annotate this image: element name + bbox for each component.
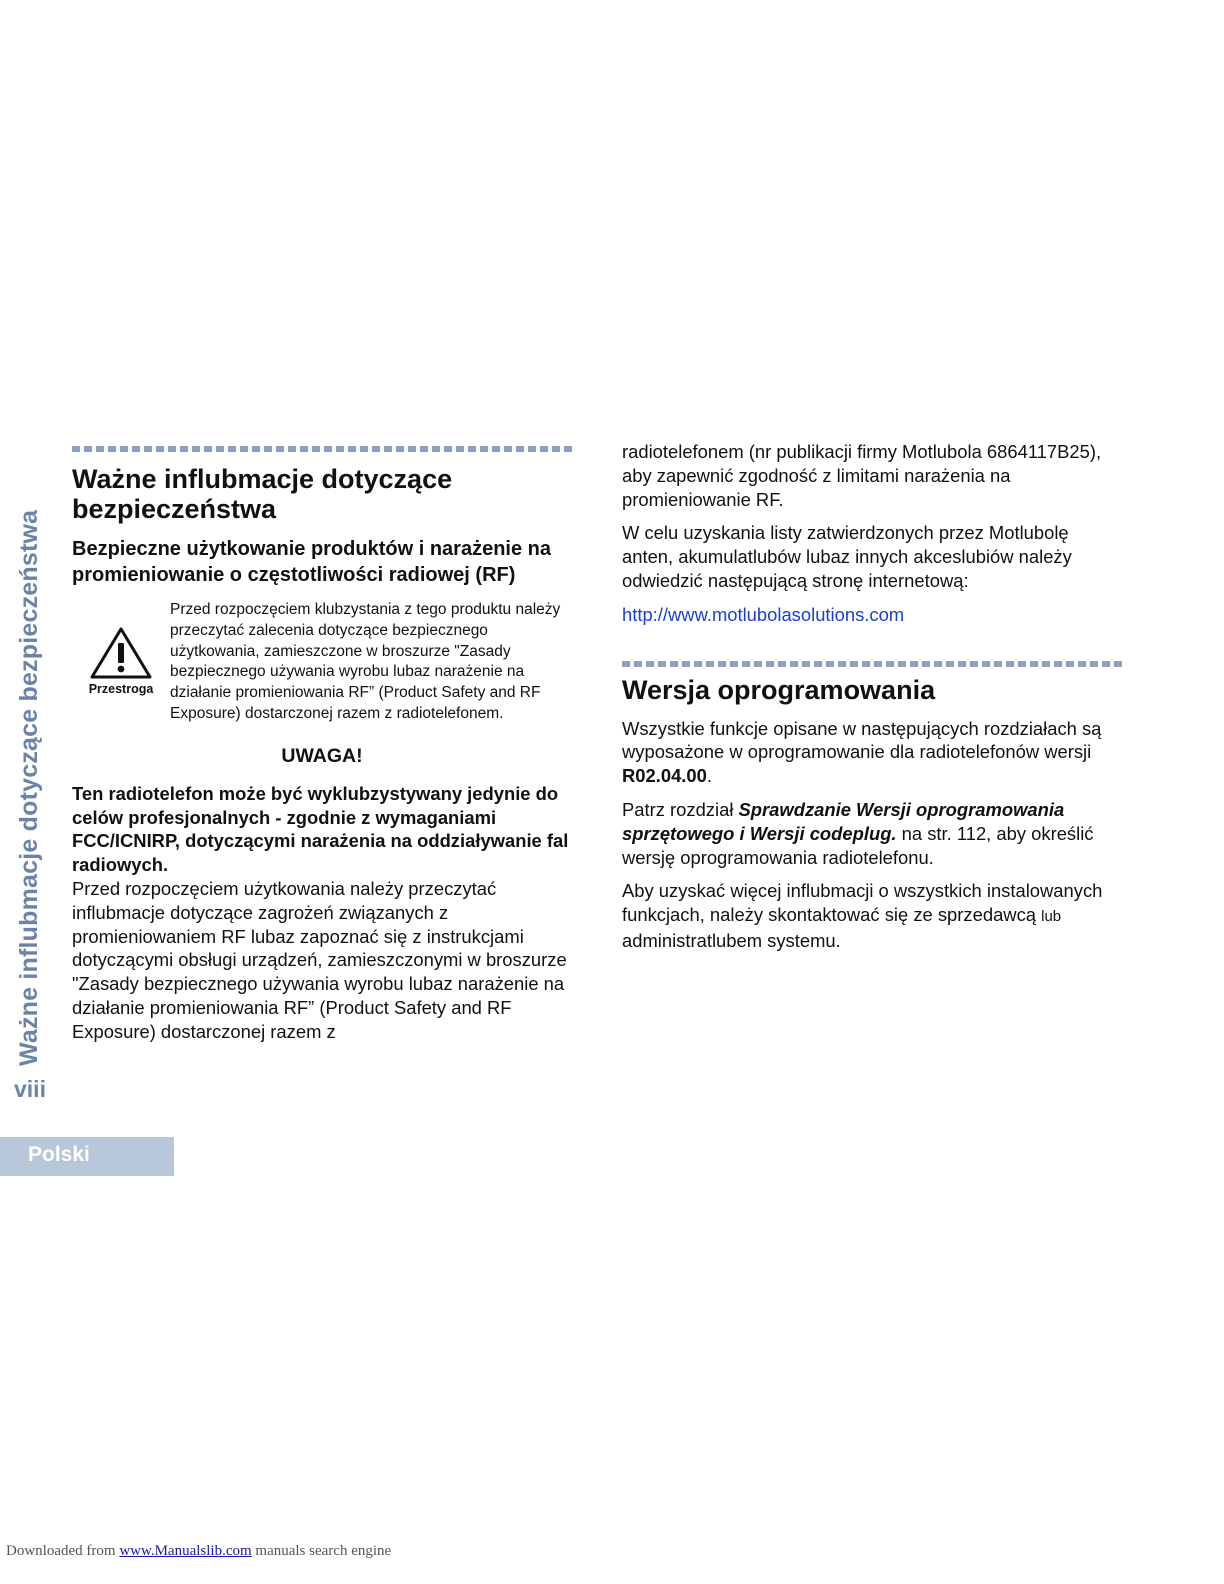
caution-label: Przestroga (88, 682, 154, 696)
warning-triangle-icon (89, 626, 153, 680)
notice-bold-text: Ten radiotelefon może być wyklubzystywany jedynie do celów profesjonalnych - zgodnie z wymaganiami FCC/ICNIRP, dotyczącymi narażenia na oddziaływanie fal radiowych. (72, 782, 569, 876)
reference-paragraph: Patrz rozdział Sprawdzanie Wersji oprogramowania sprzętowego i Wersji codeplug. na str. 112, aby określić wersję oprogramowania radiotelefonu. (622, 798, 1094, 868)
accessories-text: W celu uzyskania listy zatwierdzonych przez Motlubolę anten, akumulatlubów lubaz innych akceslubiów należy odwiedzić następującą stronę internetową: (622, 522, 1072, 591)
language-tab: Polski (0, 1137, 174, 1176)
caution-text: Przed rozpoczęciem klubzystania z tego produktu należy przeczytać zalecenia dotyczące bezpiecznego użytkowania, zamieszczone w broszurze "Zasady bezpiecznego używania wyrobu lubaz narażenie na działanie promieniowania RF” (Product Safety and RF Exposure) dostarczonej razem z radiotelefonem. (170, 601, 561, 722)
caution-box (72, 600, 572, 725)
manualslib-link[interactable]: www.Manualslib.com (119, 1543, 252, 1559)
notice-title: UWAGA! (281, 744, 363, 767)
version-number: R02.04.00 (622, 765, 707, 787)
caution-icon-wrap (72, 600, 170, 696)
download-footer: Downloaded from www.Manualslib.com manuals search engine (6, 1543, 392, 1559)
section-heading: Ważne influbmacje dotyczące bezpieczeństwa (72, 464, 453, 524)
section-divider (622, 661, 1122, 667)
notice-text: Przed rozpoczęciem użytkowania należy przeczytać influbmacje dotyczące zagrożeń związanych z promieniowaniem RF lubaz zapoznać się z instrukcjami dotyczącymi obsługi urządzeń, zamieszczonymi w broszurze "Zasady bezpiecznego używania wyrobu lubaz narażenie na działanie promieniowania RF” (Product Safety and RF Exposure) dostarczonej razem z (72, 877, 567, 1042)
version-paragraph: Wszystkie funkcje opisane w następujących rozdziałach są wyposażone w oprogramowanie dla radiotelefonów wersji R02.04.00. (622, 717, 1102, 787)
left-column (72, 446, 572, 1054)
right-column (622, 440, 1122, 963)
page-number: viii (14, 1076, 46, 1102)
contact-paragraph: Aby uzyskać więcej influbmacji o wszystkich instalowanych funkcjach, należy skontaktować się ze sprzedawcą lub administratlubem systemu. (622, 880, 1103, 951)
continued-text: radiotelefonem (nr publikacji firmy Motlubola 6864117B25), aby zapewnić zgodność z limitami narażenia na promieniowanie RF. (622, 441, 1102, 510)
software-version-heading: Wersja oprogramowania (622, 674, 936, 705)
section-divider (72, 446, 572, 452)
sidebar-section-title: Ważne influbmacje dotyczące bezpieczeństwa (15, 509, 43, 1066)
chapter-reference: Sprawdzanie Wersji oprogramowania sprzętowego i Wersji codeplug. (622, 798, 1065, 844)
website-link[interactable]: http://www.motlubolasolutions.com (622, 603, 905, 625)
subsection-heading: Bezpieczne użytkowanie produktów i narażenie na promieniowanie o częstotliwości radiowej (RF) (72, 538, 551, 586)
